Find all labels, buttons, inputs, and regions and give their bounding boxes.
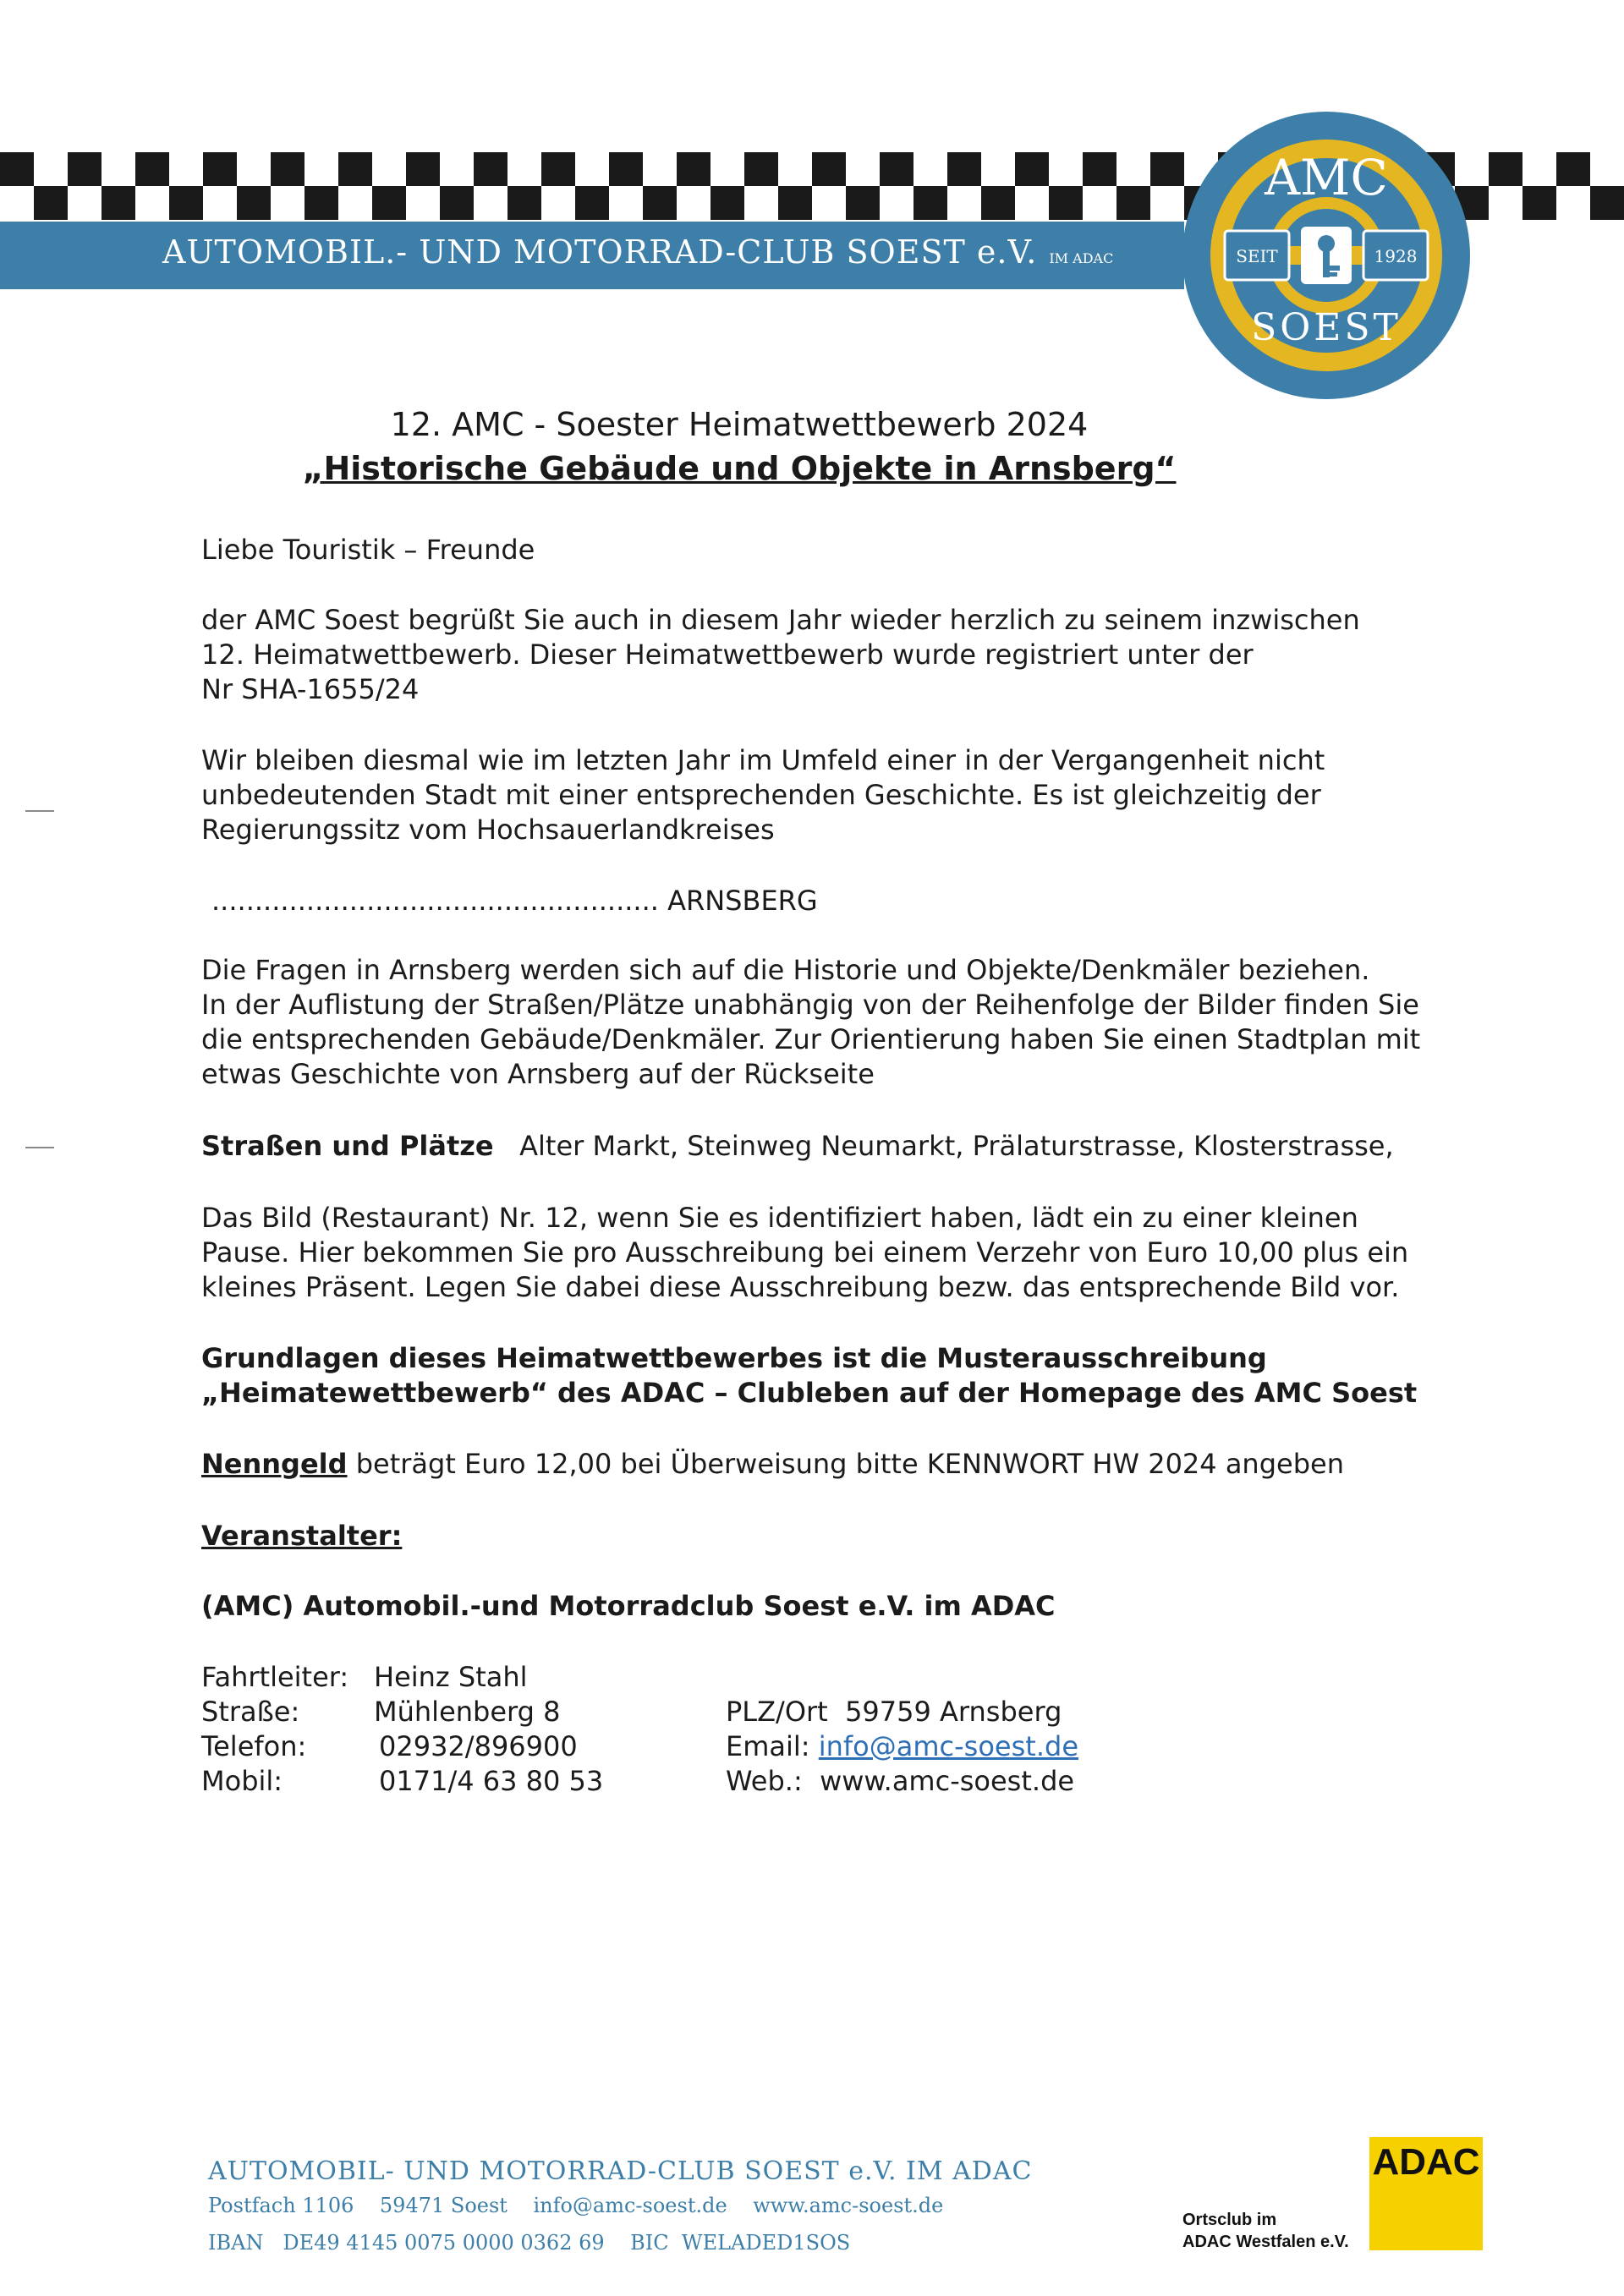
city-field xyxy=(726,1696,1062,1728)
title-line-1: 12. AMC - Soester Heimatwettbewerb 2024 xyxy=(390,406,1089,443)
checker-square xyxy=(1522,186,1556,220)
checker-square xyxy=(338,152,372,186)
checker-square xyxy=(1489,152,1522,186)
checker-square xyxy=(68,152,102,186)
margin-mark xyxy=(25,1147,54,1148)
checker-square xyxy=(1083,152,1116,186)
city-dots: .................................................... xyxy=(211,885,659,917)
checker-square xyxy=(981,186,1015,220)
checker-square xyxy=(812,152,846,186)
adac-logo-text: ADAC xyxy=(1372,2141,1480,2183)
logo-seit: SEIT xyxy=(1236,246,1278,266)
checker-square xyxy=(271,152,304,186)
footer-bic: WELADED1SOS xyxy=(681,2231,851,2255)
email-label: Email: xyxy=(726,1730,810,1762)
fee-label: Nenngeld xyxy=(201,1448,348,1480)
logo-amc: AMC xyxy=(1265,149,1388,206)
greeting: Liebe Touristik – Freunde xyxy=(201,534,535,566)
club-banner-name: AUTOMOBIL.- UND MOTORRAD-CLUB SOEST e.V. xyxy=(162,233,1038,271)
footer-plz: 59471 Soest xyxy=(379,2194,508,2217)
basis-line: „Heimatewettbewerb“ des ADAC – Clubleben auf der Homepage des AMC Soest xyxy=(201,1377,1418,1409)
amc-soest-logo xyxy=(1181,110,1473,402)
checker-square xyxy=(643,186,677,220)
location-line: Wir bleiben diesmal wie im letzten Jahr im Umfeld einer in der Vergangenheit nicht xyxy=(201,744,1325,776)
checker-square xyxy=(744,152,778,186)
email-field xyxy=(726,1730,1078,1762)
phone-label: Telefon: xyxy=(201,1730,307,1762)
logo-soest: SOEST xyxy=(1251,306,1402,349)
restaurant-line: Das Bild (Restaurant) Nr. 12, wenn Sie es identifiziert haben, lädt ein zu einer kleinen xyxy=(201,1202,1358,1234)
footer-iban: DE49 4145 0075 0000 0362 69 xyxy=(283,2231,605,2255)
checker-square xyxy=(0,152,34,186)
checker-square xyxy=(1015,152,1049,186)
checker-square xyxy=(1150,152,1184,186)
footer-web: www.amc-soest.de xyxy=(753,2194,944,2217)
checker-square xyxy=(508,186,541,220)
questions-line: etwas Geschichte von Arnsberg auf der Rückseite xyxy=(201,1058,875,1090)
streets-label: Straßen und Plätze xyxy=(201,1130,494,1162)
streets-line xyxy=(201,1130,1394,1162)
ortsclub-line-1: Ortsclub im xyxy=(1182,2211,1277,2229)
checker-square xyxy=(914,186,947,220)
club-banner-im-adac: IM ADAC xyxy=(1049,250,1114,266)
checker-square xyxy=(135,152,169,186)
checker-square xyxy=(474,152,508,186)
checker-square xyxy=(372,186,406,220)
checker-square xyxy=(304,186,338,220)
intro-line: Nr SHA-1655/24 xyxy=(201,673,420,705)
mobile-label: Mobil: xyxy=(201,1765,283,1797)
questions-line: In der Auflistung der Straßen/Plätze unabhängig von der Reihenfolge der Bilder finden Sie xyxy=(201,989,1419,1021)
location-line: Regierungssitz vom Hochsauerlandkreises xyxy=(201,814,775,846)
checker-square xyxy=(1049,186,1083,220)
footer-bic-label: BIC xyxy=(630,2231,669,2255)
checker-square xyxy=(609,152,643,186)
basis-line: Grundlagen dieses Heimatwettbewerbes ist die Musterausschreibung xyxy=(201,1342,1267,1374)
web-field xyxy=(726,1765,1074,1797)
questions-line: Die Fragen in Arnsberg werden sich auf die Historie und Objekte/Denkmäler beziehen. xyxy=(201,954,1370,986)
intro-line: der AMC Soest begrüßt Sie auch in diesem Jahr wieder herzlich zu seinem inzwischen xyxy=(201,604,1360,636)
checker-square xyxy=(406,152,440,186)
location-line: unbedeutenden Stadt mit einer entsprechenden Geschichte. Es ist gleichzeitig der xyxy=(201,779,1321,811)
streets-list: Alter Markt, Steinweg Neumarkt, Prälaturstrasse, Klosterstrasse, xyxy=(519,1130,1394,1162)
web-value: www.amc-soest.de xyxy=(820,1765,1075,1797)
street-value: Mühlenberg 8 xyxy=(374,1696,561,1728)
street-label: Straße: xyxy=(201,1696,300,1728)
checker-square xyxy=(677,152,710,186)
city-name: ARNSBERG xyxy=(667,885,818,917)
questions-line: die entsprechenden Gebäude/Denkmäler. Zur Orientierung haben Sie einen Stadtplan mit xyxy=(201,1023,1421,1055)
checker-square xyxy=(846,186,880,220)
checker-square xyxy=(575,186,609,220)
ortsclub-line-2: ADAC Westfalen e.V. xyxy=(1182,2233,1349,2251)
footer-email: info@amc-soest.de xyxy=(533,2194,727,2217)
email-link[interactable]: info@amc-soest.de xyxy=(818,1730,1078,1762)
leader-name: Heinz Stahl xyxy=(374,1661,528,1693)
fee-text: beträgt Euro 12,00 bei Überweisung bitte KENNWORT HW 2024 angeben xyxy=(355,1448,1344,1480)
checker-square xyxy=(34,186,68,220)
phone-value: 02932/896900 xyxy=(379,1730,578,1762)
checker-square xyxy=(102,186,135,220)
checker-square xyxy=(1556,152,1590,186)
restaurant-line: Pause. Hier bekommen Sie pro Ausschreibung bei einem Verzehr von Euro 10,00 plus ein xyxy=(201,1236,1409,1269)
checker-square xyxy=(169,186,203,220)
club-banner-text xyxy=(162,233,1113,271)
mobile-value: 0171/4 63 80 53 xyxy=(379,1765,604,1797)
logo-1928: 1928 xyxy=(1374,246,1418,266)
footer-address xyxy=(208,2194,943,2217)
organizer-heading: Veranstalter: xyxy=(201,1520,403,1552)
city-line xyxy=(211,885,818,917)
checker-square xyxy=(778,186,812,220)
intro-line: 12. Heimatwettbewerb. Dieser Heimatwettbewerb wurde registriert unter der xyxy=(201,638,1254,671)
title-line-2: „Historische Gebäude und Objekte in Arnsberg“ xyxy=(302,450,1177,487)
checker-square xyxy=(237,186,271,220)
footer-postfach: Postfach 1106 xyxy=(208,2194,354,2217)
checker-square xyxy=(541,152,575,186)
checker-square xyxy=(203,152,237,186)
restaurant-line: kleines Präsent. Legen Sie dabei diese Ausschreibung bezw. das entsprechende Bild vor. xyxy=(201,1271,1400,1303)
checker-square xyxy=(1590,186,1624,220)
fee-line xyxy=(201,1448,1344,1480)
margin-mark xyxy=(25,810,54,812)
web-label: Web.: xyxy=(726,1765,803,1797)
organizer-name: (AMC) Automobil.-und Motorradclub Soest e.V. im ADAC xyxy=(201,1590,1056,1622)
checker-square xyxy=(440,186,474,220)
leader-label: Fahrtleiter: xyxy=(201,1661,349,1693)
checker-square xyxy=(880,152,914,186)
city-label: PLZ/Ort xyxy=(726,1696,828,1728)
footer-bank xyxy=(208,2231,850,2255)
key-icon xyxy=(1301,227,1352,284)
footer-iban-label: IBAN xyxy=(208,2231,264,2255)
checker-square xyxy=(947,152,981,186)
footer-club-name: AUTOMOBIL- UND MOTORRAD-CLUB SOEST e.V. IM ADAC xyxy=(208,2156,1033,2186)
city-value: 59759 Arnsberg xyxy=(845,1696,1062,1728)
checker-square xyxy=(710,186,744,220)
checker-square xyxy=(1116,186,1150,220)
